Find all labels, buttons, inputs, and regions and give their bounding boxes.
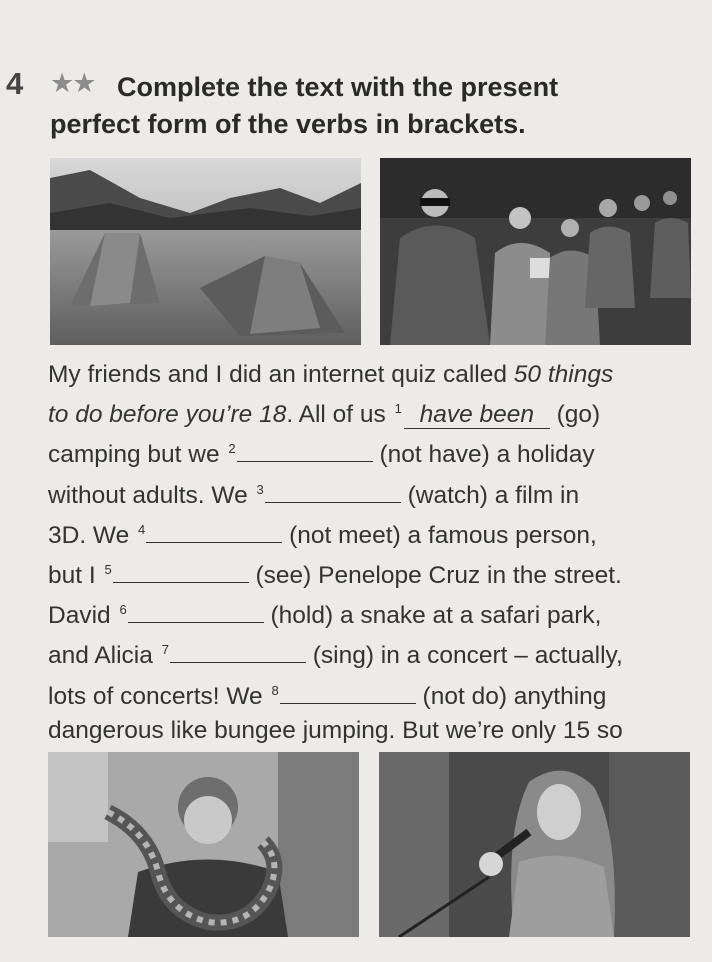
cinema-audience-photo — [380, 158, 691, 345]
girl-singing-photo — [379, 752, 690, 937]
answer-blank[interactable] — [113, 560, 249, 583]
example-answer: have been — [404, 402, 550, 429]
text-line — [48, 674, 698, 714]
text-segment: 3D. We — [48, 521, 137, 549]
answer-blank[interactable] — [265, 480, 401, 503]
verb-hint: (watch) a film in — [400, 481, 580, 509]
verb-hint: (not do) anything — [415, 682, 607, 710]
gap-number: 1 — [394, 401, 402, 417]
gap-number: 4 — [138, 521, 146, 537]
verb-hint: (go) — [549, 401, 601, 429]
boy-with-snake-photo — [48, 752, 359, 937]
quiz-title-part: to do before you’re 18 — [48, 401, 287, 429]
text-segment: and Alicia — [48, 642, 160, 670]
verb-hint: (not meet) a famous person, — [282, 521, 597, 549]
tents-photo — [50, 158, 361, 345]
instruction-line-1: Complete the text with the present — [117, 72, 559, 102]
verb-hint: (see) Penelope Cruz in the street. — [248, 562, 622, 590]
difficulty-stars-icon: ★★ — [50, 68, 95, 98]
answer-blank[interactable] — [280, 681, 416, 704]
quiz-title-part: 50 things — [513, 361, 614, 388]
answer-blank[interactable] — [146, 520, 282, 543]
gap-number: 2 — [228, 441, 236, 457]
text-segment: My friends and I did an internet quiz called — [48, 361, 514, 388]
text-line — [48, 513, 698, 553]
verb-hint: (sing) in a concert – actually, — [305, 642, 623, 670]
answer-blank[interactable] — [237, 439, 373, 462]
text-line — [48, 593, 698, 633]
answer-blank[interactable] — [128, 600, 264, 623]
text-line — [48, 633, 698, 673]
verb-hint: (not have) a holiday — [372, 441, 595, 469]
gap-number: 6 — [119, 602, 127, 618]
gap-number: 8 — [271, 682, 279, 698]
text-line — [48, 392, 698, 432]
text-line — [48, 553, 698, 593]
text-line: dangerous like bungee jumping. But we’re only 15 so — [48, 716, 623, 744]
gap-number: 3 — [256, 481, 264, 497]
text-segment: David — [48, 602, 118, 630]
instruction-line-2: perfect form of the verbs in brackets. — [50, 109, 526, 139]
gap-number: 7 — [161, 642, 169, 658]
text-segment: . All of us — [286, 401, 393, 429]
text-line — [48, 358, 698, 392]
exercise-text — [48, 358, 698, 782]
text-segment: without adults. We — [48, 481, 255, 509]
text-segment: camping but we — [48, 441, 227, 469]
exercise-number: 4 — [6, 66, 24, 101]
gap-number: 5 — [104, 562, 112, 578]
text-segment: but I — [48, 562, 103, 590]
text-segment: lots of concerts! We — [48, 682, 270, 710]
text-line — [48, 473, 698, 513]
verb-hint: (hold) a snake at a safari park, — [263, 602, 602, 630]
text-line — [48, 432, 698, 472]
answer-blank[interactable] — [170, 640, 306, 663]
